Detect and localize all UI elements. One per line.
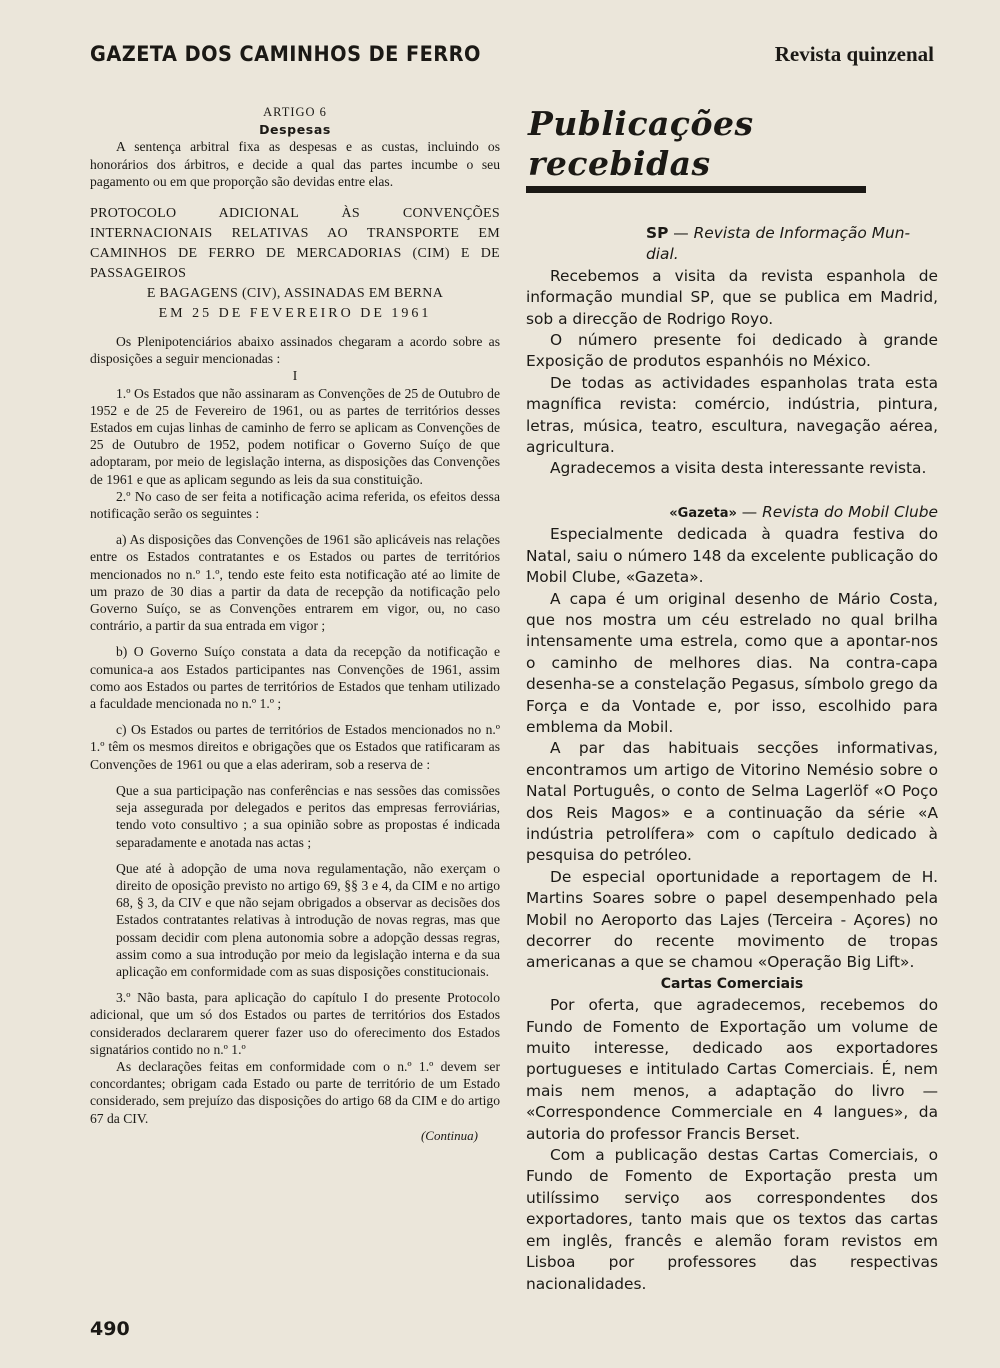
paragraph: A sentença arbitral fixa as despesas e as custas, incluindo os honorários dos árbitros, e decide a qual das partes incumbe o seu pagamento ou em que proporção são devidas entre elas. [90,139,500,189]
running-header-title: GAZETA DOS CAMINHOS DE FERRO [90,42,481,66]
paragraph: b) O Governo Suíço constata a data da recepção da notificação e comunica-a aos Estados participantes nas Convenções de 1961, assim como aos Estados ou partes de territórios de Estados que tenham utilizado a faculdade mencionada no n.º 1.º ; [90,644,500,712]
paragraph: A par das habituais secções informativas, encontramos um artigo de Vitorino Nemésio sobre o Natal Português, o conto de Selma Lagerlöf «O Poço dos Reis Magos» e a continuação da série «A indústria petrolífera» com o capítulo dedicado à pesquisa do petróleo. [526,739,938,865]
publication-subtitle: Revista de Informação Mun- [693,224,911,242]
left-column [90,104,500,1144]
paragraph: Especialmente dedicada à quadra festiva do Natal, saiu o número 148 da excelente publicação do Mobil Clube, «Gazeta». [526,525,938,587]
continued-note: (Continua) [420,1127,478,1143]
paragraph: Por oferta, que agradecemos, recebemos do Fundo de Fomento de Exportação um volume de muito interesse, dedicado aos exportadores portugueses e intitulado Cartas Comerciais. É, nem mais nem menos, a adaptação do livro — «Correspondence Commerciale en 4 langues», da autoria do professor Francis Berset. [526,996,938,1143]
page-number: 490 [90,1318,130,1340]
publication-title: Cartas Comerciais [660,975,804,992]
paragraph: a) As disposições das Convenções de 1961 são aplicáveis nas relações entre os Estados contratantes e os Estados ou partes de territórios mencionados no n.º 1.º, tendo este feito esta notificação até ao limite de um prazo de 30 dias a partir da data de recepção da notificação pelo Governo Suíço, se as Convenções entrarem em vigor, ou, no caso contrário, a partir da sua entrada em vigor ; [90,532,500,634]
protocol-title-line: EM 25 DE FEVEREIRO DE 1961 [158,306,432,322]
paragraph: 1.º Os Estados que não assinaram as Convenções de 25 de Outubro de 1952 e de 25 de Fevereiro de 1961, ou as partes de territórios desses Estados em cujas linhas de caminho de ferro se aplicam as Convenções de 25 de Outubro de 1952, podem notificar o Governo Suíço de que adoptaram, por meio de legislação interna, as disposições das Convenções de 1961 e que as aplicam segundo as leis da sua constituição. [90,385,500,487]
publication-subtitle: Revista do Mobil Clube [762,502,938,521]
publication-title: «Gazeta» — Revista do Mobil Clube [669,502,938,521]
paragraph: A capa é um original desenho de Mário Costa, que nos mostra um céu estrelado no qual brilha intensamente uma estrela, como que a apontar-nos o caminho de melhores dias. Na contra-capa desenha-se a constelação Pegasus, símbolo grego da Força e da Vontade e, por isso, escolhido para emblema da Mobil. [526,589,938,736]
paragraph: Que até à adopção de uma nova regulamentação, não exerçam o direito de oposição previsto no artigo 69, §§ 3 e 4, da CIM e no artigo 68, § 3, da CIV e que não sejam obrigados a observar as decisões dos Estados contratantes relativas à introdução de novas regras, mas que possam decidir com plena autonomia sobre a adopção dessas regras, assim como a sua introdução por meio da legislação interna e da sua aplicação em conformidade com as suas disposições constitucionais. [116,860,500,979]
paragraph: c) Os Estados ou partes de territórios de Estados mencionados no n.º 1.º têm os mesmos direitos e obrigações que os Estados que ratificaram as Convenções de 1961 ou que a elas aderiram, sob a reserva de : [90,722,500,772]
publication-name: SP [646,224,669,242]
paragraph: Agradecemos a visita desta interessante revista. [550,459,927,478]
paragraph: 3.º Não basta, para aplicação do capítulo I do presente Protocolo adicional, que um só dos Estados ou partes de territórios dos Estados considerados declararem querer fazer uso do oferecimento dos Estados signatários contido no n.º 1.º [90,990,500,1057]
publication-title: SP — Revista de Informação Mun- [646,224,911,242]
article-heading: ARTIGO 6 [263,105,327,119]
paragraph: 2.º No caso de ser feita a notificação acima referida, os efeitos dessa notificação serão os seguintes : [90,488,500,522]
paragraph: Os Plenipotenciários abaixo assinados chegaram a acordo sobre as disposições a seguir mencionadas : [90,334,500,367]
protocol-title [90,204,500,324]
protocol-title-line: PROTOCOLO ADICIONAL ÀS CONVENÇÕES INTERNACIONAIS RELATIVAS AO TRANSPORTE EM CAMINHOS DE FERRO DE MERCADORIAS (CIM) E DE PASSAGEIROS [90,206,500,282]
paragraph: De todas as actividades espanholas trata esta magnífica revista: comércio, indústria, pintura, letras, música, teatro, escultura, navegação aérea, agricultura. [526,373,938,457]
paragraph: Que a sua participação nas conferências e nas sessões das comissões seja assegurada por delegados e peritos das empresas ferroviárias, tendo voto consultivo ; a sua opinião sobre as propostas é indicada separadamente e anotada nas actas ; [116,782,500,850]
publication-subtitle: dial. [646,245,679,264]
protocol-title-line: E BAGAGENS (CIV), ASSINADAS EM BERNA [146,286,444,302]
section-title: Publicações recebidas [528,104,754,183]
right-column [526,104,938,1295]
paragraph: Recebemos a visita da revista espanhola de informação mundial SP, que se publica em Madrid, sob a direcção de Rodrigo Royo. [526,266,938,328]
paragraph: Com a publicação destas Cartas Comerciais, o Fundo de Fomento de Exportação presta um utilíssimo serviço aos correspondentes dos exportadores, tanto mais que os textos das cartas em inglês, francês e alemão foram revistos em Lisboa por professores das respectivas nacionalidades. [526,1146,938,1293]
article-subheading: Despesas [259,122,331,138]
title-rule [526,186,866,193]
publication-name: «Gazeta» [669,505,737,521]
paragraph: O número presente foi dedicado à grande Exposição de produtos espanhóis no México. [526,331,938,371]
paragraph: De especial oportunidade a reportagem de H. Martins Soares sobre o papel desempenhado pela Mobil no Aeroporto das Lajes (Terceira - Açores) no decorrer do recente movimento de tropas americanas a que se chamou «Operação Big Lift». [526,867,938,972]
chapter-number: I [292,368,298,384]
running-header-subtitle: Revista quinzenal [774,42,934,66]
paragraph: As declarações feitas em conformidade com o n.º 1.º devem ser concordantes; obrigam cada Estado ou parte de território de um Estado considerado, sem prejuízo das disposições do artigo 68 da CIM e do artigo 67 da CIV. [90,1058,500,1126]
